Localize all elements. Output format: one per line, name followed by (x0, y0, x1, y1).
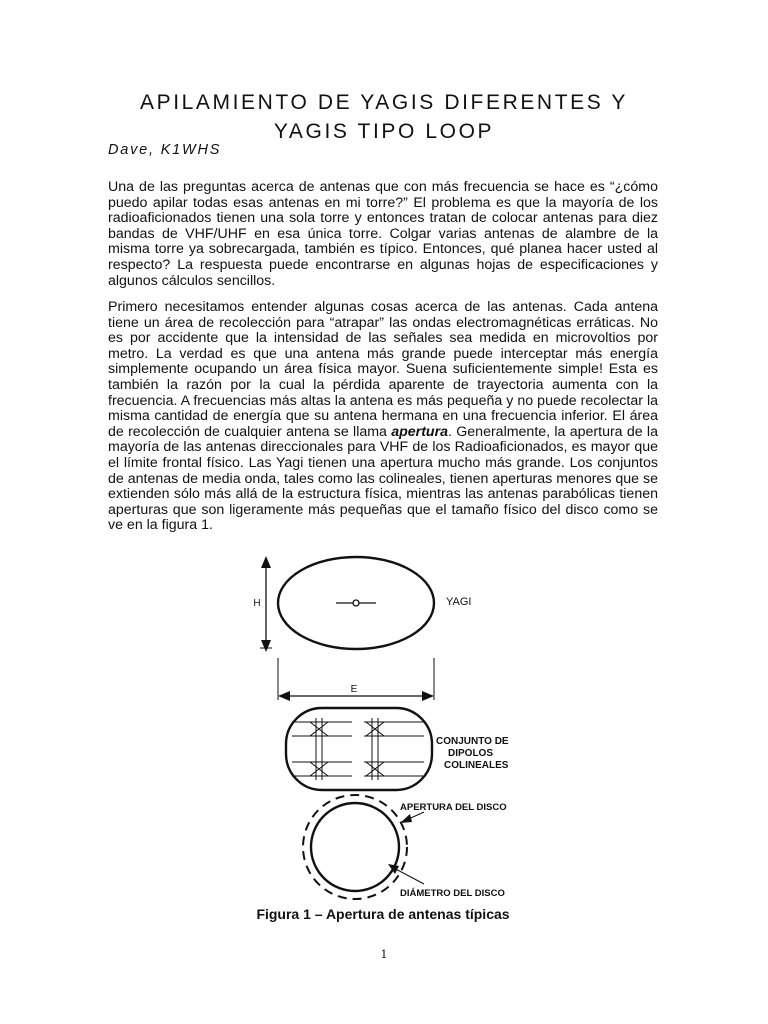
width-arrow-left (278, 691, 290, 701)
dish-diameter-circle (311, 803, 399, 891)
width-arrow-right (422, 691, 434, 701)
figure-caption: Figura 1 – Apertura de antenas típicas (256, 906, 510, 922)
collinear-aperture-outline (286, 708, 432, 790)
paragraph-aperture-part2: . Generalmente, la apertura de la mayoría de las antenas direccionales para VHF de los Radioaficionados, es mayor que el límite frontal físico. Las Yagi tienen una apertura mucho más grande. Los conjuntos de antenas de media onda, tales como las colineales, tienen aperturas menores que se extienden sólo más allá de la estructura física, mientras las antenas parabólicas tienen aperturas que son ligeramente más pequeñas que el tamaño físico del disco como se ve en la figura 1. (108, 423, 658, 534)
dish-aperture-arrow (400, 814, 412, 823)
yagi-label: YAGI (446, 596, 472, 608)
dish-aperture-label: APERTURA DEL DISCO (400, 802, 507, 813)
dish-aperture-circle (303, 795, 407, 899)
paragraph-intro: Una de las preguntas acerca de antenas que con más frecuencia se hace es “¿cómo puedo apilar todas esas antenas en mi torre?” El problema es que la mayoría de los radioaficionados tienen una sola torre y entonces tratan de colocar antenas para diez bandas de VHF/UHF en esa única torre. Colgar varias antenas de alambre de la misma torre ya sobrecargada, también es típico. Entonces, qué planea hacer usted al respecto? La respuesta puede encontrarse en algunas hojas de especificaciones y algunos cálculos sencillos. (108, 179, 658, 289)
yagi-center-dot (353, 600, 359, 606)
aperture-emphasis: apertura (391, 423, 449, 440)
dish-diameter-label: DIÁMETRO DEL DISCO (400, 888, 505, 899)
collinear-label-line2: DIPOLOS (448, 748, 494, 759)
page-title: APILAMIENTO DE YAGIS DIFERENTES Y YAGIS TIPO LOOP (139, 91, 629, 143)
collinear-label-line3: COLINEALES (444, 760, 509, 771)
height-arrow-bottom (261, 640, 271, 652)
paragraph-aperture (108, 300, 658, 534)
author-line: Dave, K1WHS (108, 142, 222, 158)
height-label: H (253, 598, 261, 609)
width-label: E (350, 684, 358, 695)
collinear-dipoles-right (364, 718, 424, 780)
paragraph-aperture-part1: Primero necesitamos entender algunas cosas acerca de las antenas. Cada antena tiene un área de recolección para “atrapar” las ondas electromagnéticas erráticas. No es por accidente que la intensidad de las señales sea medida en microvoltios por metro. La verdad es que una antena más grande puede interceptar más energía simplemente ocupando un área física mayor. Suena suficientemente simple! Esta es también la razón por la cual la pérdida aparente de trayectoria aumenta con la frecuencia. A frecuencias más altas la antena es más pequeña y no puede recolectar la misma cantidad de energía que su antena hermana en una frecuencia inferior. El área de recolección de cualquier antena se llama (108, 299, 658, 440)
page-number: 1 (380, 948, 388, 961)
collinear-label-line1: CONJUNTO DE (436, 736, 509, 747)
height-arrow-top (261, 556, 271, 568)
figure-antenna-apertures (240, 548, 540, 908)
collinear-dipoles-left (292, 718, 352, 780)
